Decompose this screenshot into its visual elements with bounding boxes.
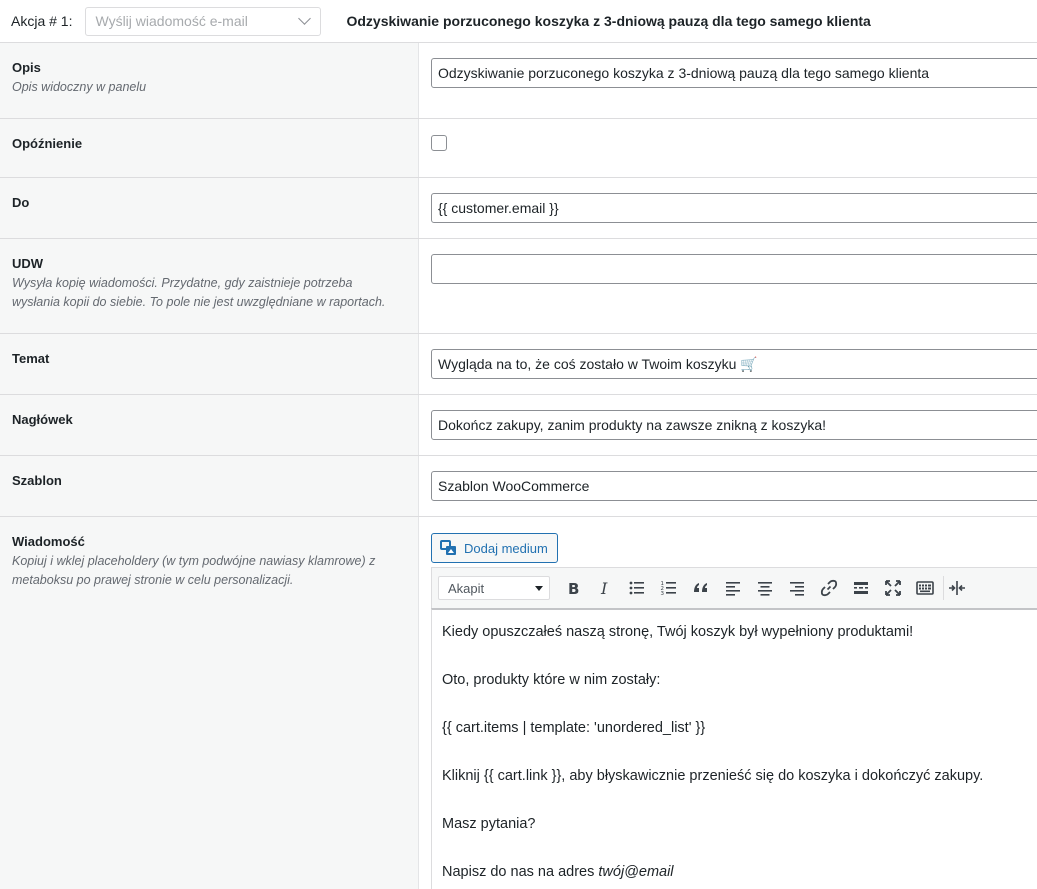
opis-input[interactable]: Odzyskiwanie porzuconego koszyka z 3-dniową pauzą dla tego samego klienta [431, 58, 1037, 88]
keyboard-icon [916, 579, 934, 597]
row-wiadomosc [0, 517, 1037, 889]
message-paragraph: Masz pytania? [442, 816, 536, 832]
label-cell-udw [0, 239, 419, 333]
field-cell-temat [419, 334, 1037, 394]
field-label-szablon: Szablon [12, 473, 62, 488]
subject-input[interactable] [431, 349, 1037, 379]
format-select[interactable] [438, 576, 550, 600]
field-desc-wiadomosc-2: metaboksu po prawej stronie w celu personalizacji. [12, 573, 294, 587]
field-desc-udw-1: Wysyła kopię wiadomości. Przydatne, gdy zaistnieje potrzeba [12, 276, 353, 290]
bold-icon [564, 579, 582, 597]
svg-text:I: I [601, 579, 608, 597]
action-type-select[interactable] [85, 7, 321, 36]
svg-text:B: B [568, 580, 580, 597]
field-desc-opis: Opis widoczny w panelu [12, 80, 147, 94]
row-temat [0, 334, 1037, 395]
field-label-do: Do [12, 195, 30, 210]
label-cell-temat [0, 334, 419, 394]
bulleted-list-icon [628, 579, 646, 597]
chevron-down-icon [299, 12, 312, 25]
svg-text:3: 3 [660, 591, 664, 597]
field-label-udw: UDW [12, 256, 44, 271]
fullscreen-icon [884, 579, 902, 597]
label-cell-do [0, 178, 419, 238]
toolbar-toggle-button[interactable] [909, 574, 941, 602]
insert-link-button[interactable] [813, 574, 845, 602]
message-paragraph: {{ cart.items | template: 'unordered_list' }} [442, 720, 706, 736]
label-cell-szablon [0, 456, 419, 516]
field-label-naglowek: Nagłówek [12, 412, 73, 427]
template-input[interactable]: Szablon WooCommerce [431, 471, 1037, 501]
blockquote-icon [692, 579, 710, 597]
toolbar-separator [943, 576, 944, 600]
message-editor-body[interactable] [431, 608, 1037, 889]
blockquote-button[interactable] [685, 574, 717, 602]
field-cell-naglowek [419, 395, 1037, 455]
message-email-placeholder: twój@email [598, 864, 674, 880]
action-title: Odzyskiwanie porzuconego koszyka z 3-dniową pauzą dla tego samego klienta [346, 13, 871, 29]
shopping-cart-icon: 🛒 [740, 355, 758, 372]
field-label-opoznienie: Opóźnienie [12, 136, 83, 151]
page-break-button[interactable] [946, 574, 968, 602]
action-settings-table [0, 43, 1037, 889]
row-szablon [0, 456, 1037, 517]
field-cell-wiadomosc [419, 517, 1037, 889]
dropdown-arrow-icon [535, 586, 543, 591]
bulleted-list-button[interactable] [621, 574, 653, 602]
field-label-opis: Opis [12, 60, 41, 75]
add-media-label: Dodaj medium [464, 540, 548, 556]
page-break-icon [948, 579, 966, 597]
svg-text:2: 2 [660, 586, 664, 592]
bcc-input[interactable] [431, 254, 1037, 284]
format-select-value: Akapit [448, 580, 485, 596]
read-more-icon [852, 579, 870, 597]
delay-checkbox[interactable] [431, 135, 447, 151]
message-paragraph: Oto, produkty które w nim zostały: [442, 672, 661, 688]
subject-text: Wygląda na to, że coś zostało w Twoim koszyku [438, 356, 737, 372]
editor-toolbar [431, 567, 1037, 608]
field-cell-do [419, 178, 1037, 238]
align-left-icon [724, 579, 742, 597]
action-type-value: Wyślij wiadomość e-mail [95, 13, 248, 29]
read-more-button[interactable] [845, 574, 877, 602]
bold-button[interactable] [557, 574, 589, 602]
row-do [0, 178, 1037, 239]
row-udw [0, 239, 1037, 334]
row-opis [0, 43, 1037, 119]
field-desc-udw-2: wysłania kopii do siebie. To pole nie jest uwzględniane w raportach. [12, 295, 386, 309]
field-cell-szablon [419, 456, 1037, 516]
message-paragraph: Kliknij {{ cart.link }}, aby błyskawicznie przenieść się do koszyka i dokończyć zakupy. [442, 768, 984, 784]
action-number-label: Akcja # 1: [11, 13, 73, 29]
align-center-button[interactable] [749, 574, 781, 602]
field-label-wiadomosc: Wiadomość [12, 534, 85, 549]
label-cell-naglowek [0, 395, 419, 455]
italic-button[interactable] [589, 574, 621, 602]
field-cell-opoznienie [419, 119, 1037, 177]
italic-icon [596, 579, 614, 597]
message-last-prefix: Napisz do nas na adres [442, 864, 599, 880]
align-center-icon [756, 579, 774, 597]
add-media-button[interactable] [431, 533, 558, 563]
label-cell-opoznienie [0, 119, 419, 177]
svg-text:1: 1 [660, 581, 664, 587]
link-icon [820, 579, 838, 597]
numbered-list-icon [660, 579, 678, 597]
label-cell-wiadomosc [0, 517, 419, 889]
numbered-list-button[interactable] [653, 574, 685, 602]
heading-input[interactable]: Dokończ zakupy, zanim produkty na zawsze znikną z koszyka! [431, 410, 1037, 440]
add-media-icon [440, 540, 458, 556]
field-desc-wiadomosc-1: Kopiuj i wklej placeholdery (w tym podwójne nawiasy klamrowe) z [12, 554, 376, 568]
message-paragraph-last [442, 862, 1037, 882]
field-label-temat: Temat [12, 351, 50, 366]
align-left-button[interactable] [717, 574, 749, 602]
row-naglowek [0, 395, 1037, 456]
message-paragraph: Kiedy opuszczałeś naszą stronę, Twój koszyk był wypełniony produktami! [442, 624, 914, 640]
align-right-button[interactable] [781, 574, 813, 602]
align-right-icon [788, 579, 806, 597]
field-cell-opis [419, 43, 1037, 118]
row-opoznienie [0, 119, 1037, 178]
fullscreen-button[interactable] [877, 574, 909, 602]
action-header [0, 0, 1037, 43]
field-cell-udw [419, 239, 1037, 333]
label-cell-opis [0, 43, 419, 118]
to-input[interactable]: {{ customer.email }} [431, 193, 1037, 223]
